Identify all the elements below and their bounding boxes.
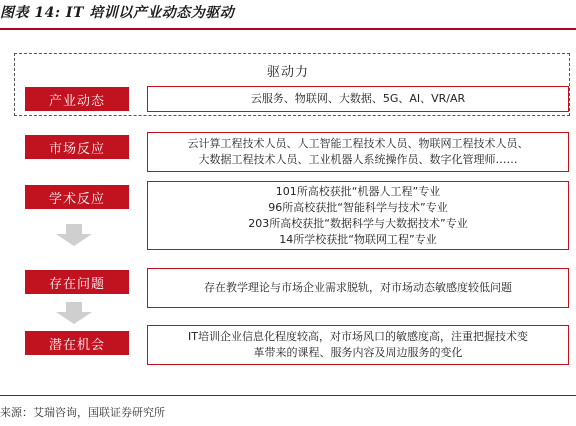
source-note: 来源：艾瑞咨询，国联证券研究所	[0, 406, 165, 419]
label-box-academic-reaction	[25, 185, 129, 209]
down-arrow-icon	[44, 224, 104, 246]
content-line: 203所高校获批“数据科学与大数据技术”专业	[248, 216, 468, 230]
content-box-potential-opportunities	[147, 325, 569, 365]
label-text: 产业动态	[48, 93, 105, 109]
content-line: 云服务、物联网、大数据、5G、AI、VR/AR	[250, 92, 466, 105]
label-box-existing-problems	[25, 270, 129, 294]
content-line: 96所高校获批“智能科学与技术”专业	[268, 200, 448, 214]
label-box-potential-opportunities	[25, 331, 129, 355]
content-line: 101所高校获批“机器人工程”专业	[275, 184, 441, 198]
driver-label: 驱动力	[266, 65, 309, 80]
label-box-market-reaction	[25, 135, 129, 159]
label-text: 潜在机会	[48, 337, 105, 353]
content-line: IT培训企业信息化程度较高，对市场风口的敏感度高，注重把握技术变	[188, 330, 528, 343]
figure-title: 图表 14: IT 培训以产业动态为驱动	[0, 5, 235, 21]
title-rule	[0, 28, 576, 30]
content-line: 革带来的课程、服务内容及周边服务的变化	[253, 346, 463, 359]
label-box-industry-trends	[25, 87, 129, 111]
content-line: 大数据工程技术人员、工业机器人系统操作员、数字化管理师……	[198, 153, 518, 166]
content-line: 14所学校获批“物联网工程”专业	[279, 232, 437, 246]
down-arrow-icon	[44, 302, 104, 324]
footer-rule	[0, 395, 576, 396]
content-line: 云计算工程技术人员、人工智能工程技术人员、物联网工程技术人员、	[187, 137, 529, 150]
content-box-academic-reaction	[147, 181, 569, 250]
label-text: 存在问题	[48, 276, 105, 292]
content-box-existing-problems	[147, 268, 569, 308]
content-line: 存在教学理论与市场企业需求脱轨，对市场动态敏感度较低问题	[204, 281, 512, 294]
content-box-market-reaction	[147, 132, 569, 172]
label-text: 市场反应	[48, 141, 105, 157]
content-box-industry-trends	[147, 86, 569, 112]
label-text: 学术反应	[48, 191, 105, 207]
